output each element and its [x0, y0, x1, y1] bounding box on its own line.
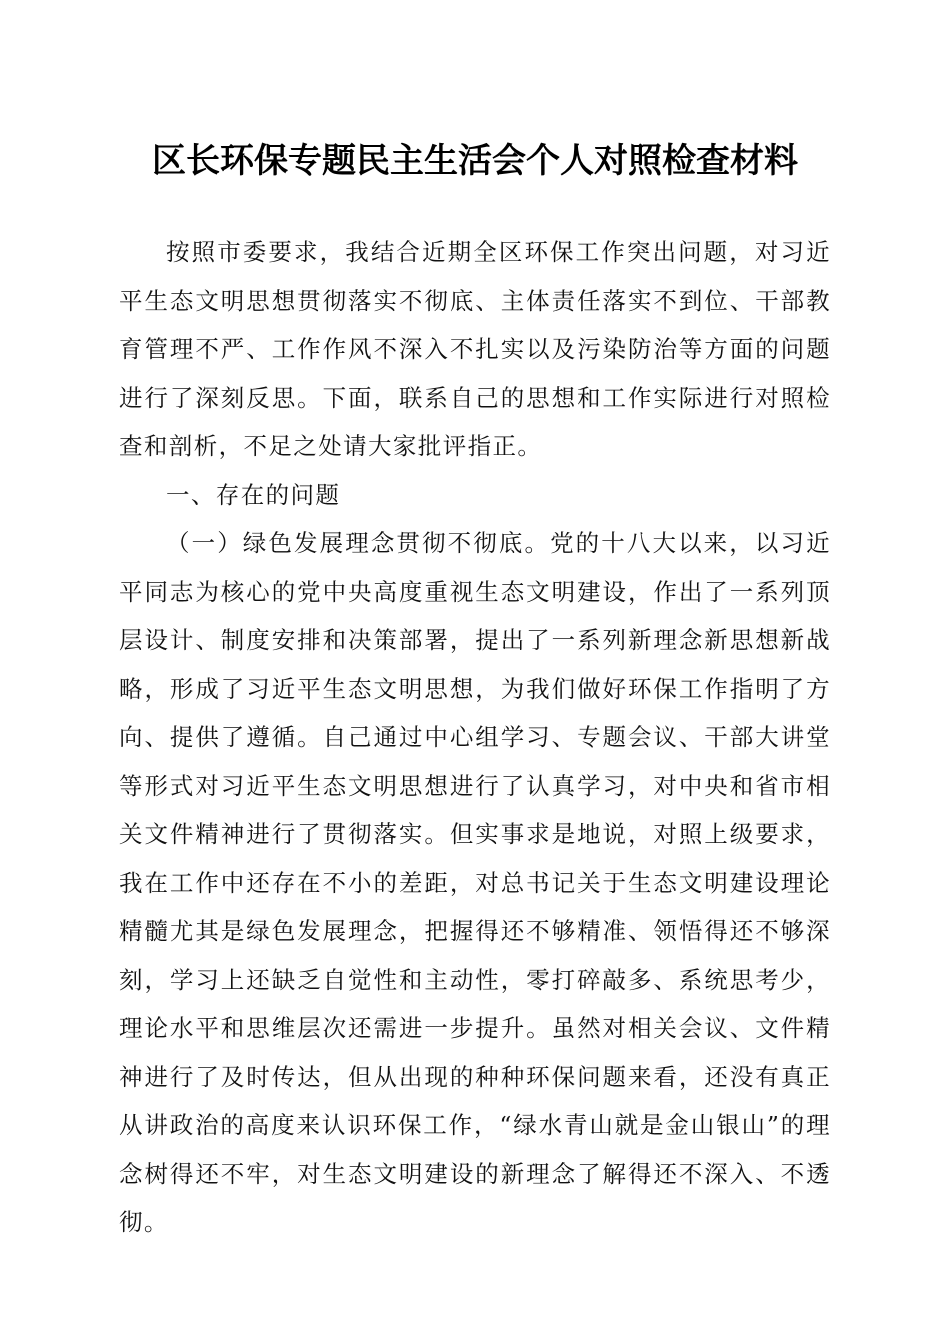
subsection-title: （一）绿色发展理念贯彻不彻底。 [166, 529, 551, 557]
document-title: 区长环保专题民主生活会个人对照检查材料 [152, 141, 798, 181]
subsection-body: 党的十八大以来，以习近平同志为核心的党中央高度重视生态文明建设，作出了一系列顶层设计、制度安排和决策部署，提出了一系列新理念新思想新战略，形成了习近平生态文明思想，为我们做好环保工作指明了方向、提供了遵循。自己通过中心组学习、专题会议、干部大讲堂等形式对习近平生态文明思想进行了认真学习，对中央和省市相关文件精神进行了贯彻落实。但实事求是地说，对照上级要求，我在工作中还存在不小的差距，对总书记关于生态文明建设理论精髓尤其是绿色发展理念，把握得还不够精准、领悟得还不够深刻，学习上还缺乏自觉性和主动性，零打碎敲多、系统思考少，理论水平和思维层次还需进一步提升。虽然对相关会议、文件精神进行了及时传达，但从出现的种种环保问题来看，还没有真正从讲政治的高度来认识环保工作，“绿水青山就是金山银山”的理念树得还不牢，对生态文明建设的新理念了解得还不深入、不透彻。 [119, 529, 831, 1236]
document-body [119, 228, 831, 1247]
subsection-paragraph [119, 519, 831, 1247]
section-heading-problems: 一、存在的问题 [166, 480, 341, 509]
intro-paragraph: 按照市委要求，我结合近期全区环保工作突出问题，对习近平生态文明思想贯彻落实不彻底、主体责任落实不到位、干部教育管理不严、工作作风不深入不扎实以及污染防治等方面的问题进行了深刻反思。下面，联系自己的思想和工作实际进行对照检查和剖析，不足之处请大家批评指正。 [119, 238, 831, 460]
